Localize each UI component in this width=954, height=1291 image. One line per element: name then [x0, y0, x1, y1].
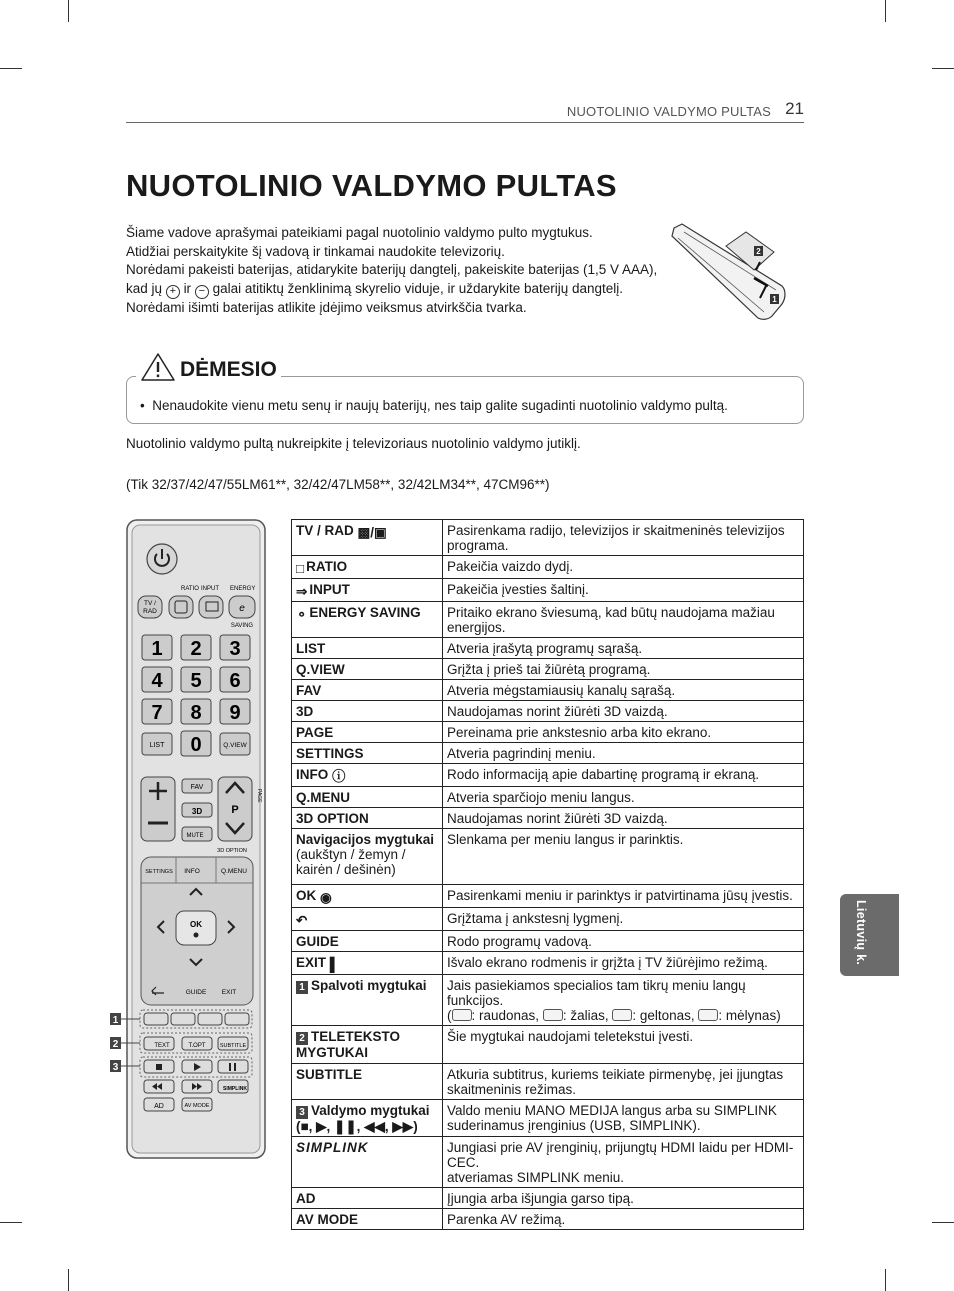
crop-mark — [932, 1222, 954, 1223]
table-row — [292, 722, 804, 743]
button-description: Atkuria subtitrus, kuriems teikiate pirmenybę, jei įjungtas skaitmeninis režimas. — [443, 1064, 804, 1100]
callout-badge: 1 — [296, 981, 308, 994]
table-row — [292, 701, 804, 722]
ratio-label: RATIO — [181, 586, 199, 592]
button-description: Pereinama prie ankstesnio arba kito ekrano. — [443, 722, 804, 743]
button-description: Naudojamas norint žiūrėti 3D vaizdą. — [443, 808, 804, 829]
crop-mark — [885, 0, 886, 22]
table-row — [292, 743, 804, 764]
qmenu-label: Q.MENU — [221, 868, 247, 875]
list-label: LIST — [149, 742, 165, 749]
saving-label: SAVING — [230, 623, 254, 629]
table-row — [292, 659, 804, 680]
energy-label: ENERGY — [230, 586, 256, 592]
table-row — [292, 975, 804, 1026]
digit-key: 1 — [151, 638, 163, 660]
language-tab-label: Lietuvių k. — [854, 900, 868, 966]
fav-label: FAV — [190, 784, 204, 791]
tv-rad-label: RAD — [143, 608, 157, 615]
button-name: RATIO — [306, 559, 348, 574]
color-name: : žalias, — [562, 1008, 609, 1023]
button-name: OK — [296, 888, 317, 903]
digit-key: 3 — [229, 638, 241, 660]
instruction-text: Nuotolinio valdymo pultą nukreipkite į televizoriaus nuotolinio valdymo jutiklį. — [126, 436, 581, 451]
qview-label: Q.VIEW — [223, 742, 247, 749]
table-row — [292, 829, 804, 885]
caution-title: DĖMESIO — [180, 358, 277, 381]
warning-triangle-icon — [140, 352, 176, 382]
table-row — [292, 931, 804, 952]
page-header — [126, 99, 804, 123]
button-description: atveriamas SIMPLINK meniu. — [447, 1170, 625, 1185]
ok-icon: ◉ — [320, 890, 332, 905]
button-name-detail: (■, ▶, ❚❚, ◀◀, ▶▶) — [296, 1119, 418, 1134]
av-mode-label: AV MODE — [184, 1103, 210, 1109]
intro-line: Norėdami išimti baterijas atlikite įdėjimo veiksmus atvirkščia tvarka. — [126, 299, 527, 315]
digit-key: 5 — [190, 670, 202, 692]
intro-text-fragment: ir — [183, 280, 192, 296]
color-name: : raudonas, — [471, 1008, 540, 1023]
button-description: Rodo programų vadovą. — [443, 931, 804, 952]
exit-icon: ▌ — [329, 957, 340, 972]
tv-radio-icon: ▩/▣ — [357, 525, 387, 540]
intro-text-fragment: galai atitiktų ženklinimą skyrelio viduje, ir uždarykite baterijų dangtelį. — [212, 280, 624, 296]
button-description: Slenkama per meniu langus ir parinktis. — [443, 829, 804, 885]
crop-mark — [0, 1222, 22, 1223]
three-d-label: 3D — [191, 807, 203, 816]
table-row — [292, 520, 804, 556]
button-name: INFO — [296, 767, 329, 782]
button-description: Naudojamas norint žiūrėti 3D vaizdą. — [443, 701, 804, 722]
button-description: Šie mygtukai naudojami teletekstui įvesti. — [443, 1026, 804, 1064]
ratio-icon: □ — [296, 561, 305, 576]
digit-key: 0 — [190, 734, 202, 756]
table-row — [292, 787, 804, 808]
button-description: Pakeičia vaizdo dydį. — [443, 556, 804, 579]
battery-step-label: 2 — [756, 247, 761, 256]
topt-label: T.OPT — [188, 1043, 206, 1049]
model-note: (Tik 32/37/42/47/55LM61**, 32/42/47LM58**, 32/42LM34**, 47CM96**) — [126, 477, 550, 492]
button-description-table — [291, 519, 804, 1230]
button-name: PAGE — [292, 722, 443, 743]
battery-cover-illustration — [668, 222, 788, 322]
table-row — [292, 808, 804, 829]
intro-line: Atidžiai perskaitykite šį vadovą ir tinkamai naudokite televizorių. — [126, 243, 505, 259]
digit-key: 7 — [151, 702, 163, 724]
mute-label: MUTE — [186, 833, 204, 839]
button-name: Navigacijos mygtukai — [296, 832, 435, 847]
digit-key: 6 — [229, 670, 241, 692]
button-description: Atveria mėgstamiausių kanalų sąrašą. — [443, 680, 804, 701]
button-name: TELETEKSTO MYGTUKAI — [296, 1029, 401, 1060]
button-name: EXIT — [296, 955, 327, 970]
digit-key: 4 — [151, 670, 163, 692]
button-name: LIST — [292, 638, 443, 659]
button-name: 3D OPTION — [292, 808, 443, 829]
blue-button-icon — [698, 1009, 718, 1021]
crop-mark — [932, 68, 954, 69]
table-row — [292, 1137, 804, 1188]
page-title: NUOTOLINIO VALDYMO PULTAS — [126, 168, 617, 203]
remote-control-illustration — [126, 519, 266, 1159]
button-name: AV MODE — [292, 1209, 443, 1230]
header-section-title: NUOTOLINIO VALDYMO PULTAS — [566, 104, 771, 119]
button-name: Q.MENU — [292, 787, 443, 808]
button-description: Pasirenkama radijo, televizijos ir skaitmeninės televizijos programa. — [443, 520, 804, 556]
table-row — [292, 1064, 804, 1100]
page-number: 21 — [785, 99, 804, 118]
simplink-logo: SIMPLINK — [296, 1140, 369, 1155]
input-icon: ⇒ — [296, 584, 308, 599]
button-description: Valdo meniu MANO MEDIJA langus arba su SIMPLINK suderinamus įrenginius (USB, SIMPLINK). — [443, 1100, 804, 1137]
simplink-label: SIMPLINK — [223, 1086, 247, 1092]
battery-step-label: 1 — [772, 295, 777, 304]
table-row — [292, 1026, 804, 1064]
crop-mark — [0, 68, 22, 69]
crop-mark — [885, 1269, 886, 1291]
page-label: PAGE — [256, 789, 262, 803]
back-icon: ↶ — [296, 913, 308, 928]
callout-label: 1 — [112, 1015, 119, 1026]
callout-label: 3 — [112, 1062, 119, 1073]
info-icon: ⓘ — [332, 769, 346, 784]
info-label: INFO — [184, 868, 200, 875]
button-description: Pritaiko ekrano šviesumą, kad būtų naudojama mažiau energijos. — [443, 602, 804, 638]
button-description: Atveria sparčiojo meniu langus. — [443, 787, 804, 808]
color-name: : mėlynas) — [718, 1008, 781, 1023]
paren: ( — [447, 1008, 452, 1023]
button-name: ENERGY SAVING — [309, 605, 421, 620]
caution-heading — [136, 352, 281, 382]
caution-item — [140, 398, 728, 413]
table-row — [292, 1100, 804, 1137]
button-description: Išvalo ekrano rodmenis ir grįžta į TV žiūrėjimo režimą. — [443, 952, 804, 975]
intro-text — [126, 224, 686, 317]
button-description: Atveria įrašytą programų sąrašą. — [443, 638, 804, 659]
ad-label: AD — [154, 1103, 164, 1110]
digit-key: 9 — [229, 702, 241, 724]
callout-label: 2 — [112, 1039, 119, 1050]
table-row — [292, 952, 804, 975]
callout-badge: 2 — [296, 1032, 308, 1045]
table-row — [292, 556, 804, 579]
table-row — [292, 764, 804, 787]
table-row — [292, 638, 804, 659]
intro-line — [126, 280, 686, 299]
button-description: Atveria pagrindinį meniu. — [443, 743, 804, 764]
green-button-icon — [543, 1009, 563, 1021]
button-name: GUIDE — [292, 931, 443, 952]
table-row — [292, 579, 804, 602]
button-description: Grįžta į prieš tai žiūrėtą programą. — [443, 659, 804, 680]
tv-rad-label: TV / — [144, 600, 156, 607]
table-row — [292, 885, 804, 908]
button-name: Q.VIEW — [292, 659, 443, 680]
button-description: Parenka AV režimą. — [443, 1209, 804, 1230]
energy-saving-icon: ⚬ — [296, 607, 308, 622]
language-tab — [840, 894, 899, 976]
guide-label: GUIDE — [185, 989, 207, 996]
table-row — [292, 1188, 804, 1209]
exit-label: EXIT — [221, 989, 237, 996]
yellow-button-icon — [612, 1009, 632, 1021]
button-description: Pakeičia įvesties šaltinį. — [443, 579, 804, 602]
button-name: INPUT — [309, 582, 350, 597]
digit-key: 2 — [190, 638, 202, 660]
button-name-detail: (aukštyn / žemyn / kairėn / dešinėn) — [296, 847, 406, 877]
intro-line: Norėdami pakeisti baterijas, atidarykite baterijų dangtelį, pakeiskite baterijas (1,5 V AAA), — [126, 262, 658, 277]
color-name: : geltonas, — [632, 1008, 695, 1023]
remote-callouts — [108, 1010, 142, 1076]
button-name: AD — [292, 1188, 443, 1209]
intro-line: Šiame vadove aprašymai pateikiami pagal nuotolinio valdymo pulto mygtukus. — [126, 225, 593, 240]
button-name: 3D — [292, 701, 443, 722]
button-name: SUBTITLE — [292, 1064, 443, 1100]
callout-badge: 3 — [296, 1106, 308, 1119]
digit-key: 8 — [190, 702, 202, 724]
table-row — [292, 602, 804, 638]
button-description: Įjungia arba išjungia garso tipą. — [443, 1188, 804, 1209]
crop-mark — [68, 0, 69, 22]
svg-text:e: e — [239, 603, 245, 614]
button-name: Valdymo mygtukai — [311, 1103, 430, 1118]
button-name: FAV — [292, 680, 443, 701]
ok-label: OK — [190, 920, 202, 929]
intro-text-fragment: kad jų — [126, 280, 163, 296]
red-button-icon — [452, 1009, 472, 1021]
plus-terminal-icon: + — [166, 285, 180, 299]
button-name: Spalvoti mygtukai — [311, 978, 427, 993]
button-name: SETTINGS — [292, 743, 443, 764]
minus-terminal-icon: − — [195, 285, 209, 299]
crop-mark — [68, 1269, 69, 1291]
caution-text: Nenaudokite vienu metu senų ir naujų baterijų, nes taip galite sugadinti nuotolinio valdymo pultą. — [152, 398, 728, 413]
bullet: • — [140, 398, 145, 413]
table-row — [292, 1209, 804, 1230]
button-description: Grįžtama į ankstesnį lygmenį. — [443, 908, 804, 931]
input-label: INPUT — [201, 586, 219, 592]
settings-label: SETTINGS — [145, 869, 173, 875]
button-description: Jais pasiekiamos specialios tam tikrų meniu langų funkcijos. — [447, 978, 746, 1008]
text-label: TEXT — [154, 1043, 170, 1049]
p-label: P — [231, 804, 239, 816]
button-name: TV / RAD — [296, 523, 354, 538]
button-description: Jungiasi prie AV įrenginių, prijungtų HDMI laidu per HDMI-CEC. — [447, 1140, 794, 1170]
subtitle-label: SUBTITLE — [219, 1043, 247, 1049]
button-description: Pasirenkami meniu ir parinktys ir patvirtinama jūsų įvestis. — [443, 885, 804, 908]
three-d-option-label: 3D OPTION — [217, 848, 247, 854]
button-description: Rodo informaciją apie dabartinę programą ir ekraną. — [443, 764, 804, 787]
table-row — [292, 680, 804, 701]
table-row — [292, 908, 804, 931]
